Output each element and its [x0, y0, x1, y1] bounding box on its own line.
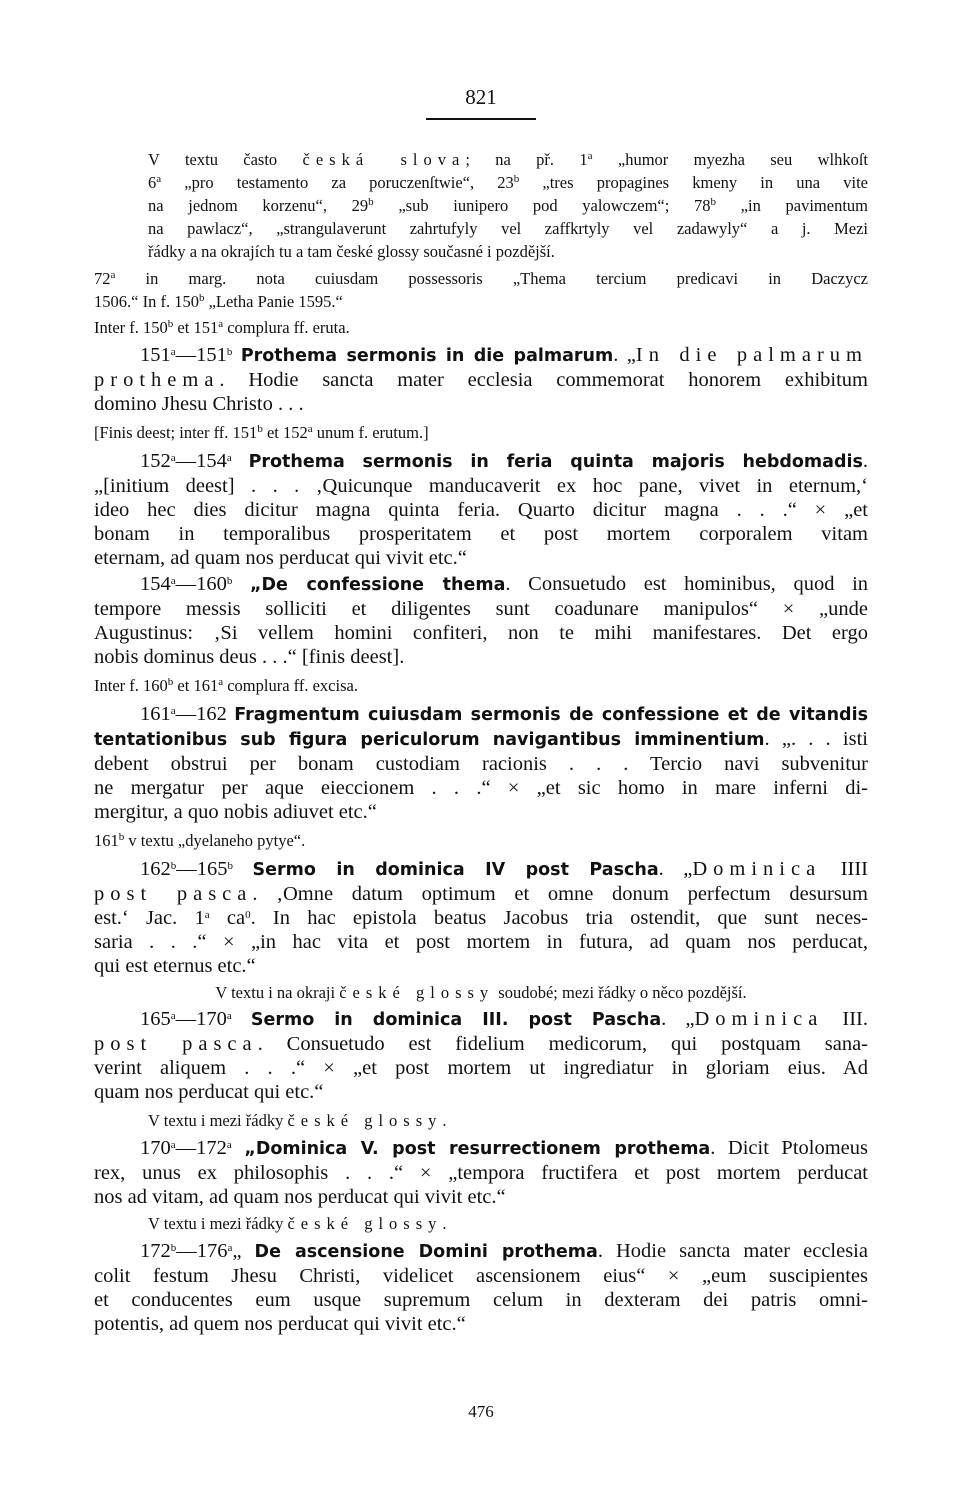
superscript: a: [156, 173, 162, 185]
text-line: [94, 316, 868, 339]
text-run: nos ad vitam, ad quam nos perducat qui vivit etc.“: [94, 1186, 506, 1208]
text-line: [94, 392, 868, 416]
text-run: 165: [140, 1008, 171, 1030]
entry-heading: Prothema sermonis in die palmarum: [240, 346, 614, 366]
text-run: na jednom korzenu“, 29: [148, 196, 369, 215]
text-line: [94, 857, 868, 882]
text-line: [94, 1264, 868, 1288]
text-run: .: [442, 1111, 447, 1130]
text-run: V textu i mezi řádky: [148, 1214, 288, 1233]
superscript: b: [118, 831, 125, 843]
text-run: . „: [658, 858, 693, 880]
text-line: [94, 1239, 868, 1264]
entry-151a: [94, 343, 868, 416]
text-run: [232, 344, 240, 366]
superscript: b: [226, 575, 233, 587]
text-line: [94, 343, 868, 368]
spaced-text: české glossy: [339, 983, 495, 1002]
superscript: a: [218, 318, 224, 330]
text-run: 152: [140, 450, 171, 472]
superscript: a: [204, 909, 210, 921]
text-run: complura ff. eruta.: [223, 318, 350, 337]
entry-heading: „De confessione thema: [250, 575, 506, 595]
note-165b: [94, 981, 868, 1004]
text-run: ; na př. 1: [465, 150, 588, 169]
page-number-bottom: 476: [468, 1402, 494, 1421]
text-run: . Hodie sancta mater ecclesia: [597, 1240, 868, 1262]
superscript: a: [170, 575, 176, 587]
text-line: [94, 1161, 868, 1185]
superscript: b: [170, 860, 177, 872]
text-line: [94, 1136, 868, 1161]
text-run: „in pavimentum: [716, 196, 868, 215]
text-run: ideo hec dies dicitur magna quinta feria. Quarto dicitur magna . . .“ × „et: [94, 499, 868, 521]
text-line: [94, 1056, 868, 1080]
superscript: b: [167, 676, 174, 688]
text-run: .: [442, 1214, 447, 1233]
text-run: Augustinus: ‚Si vellem homini confiteri, non te mihi manifestares. Det ergo: [94, 622, 868, 644]
superscript: a: [170, 346, 176, 358]
text-run: tempore messis solliciti et diligentes sunt coadunare manipulos“ × „unde: [94, 598, 868, 620]
text-run: Inter f. 160: [94, 676, 168, 695]
text-run: unum f. erutum.]: [312, 423, 429, 442]
text-run: . Consuetudo est fidelium medicorum, qui postquam sana-: [257, 1033, 868, 1055]
text-line: [94, 1288, 868, 1312]
text-run: colit festum Jhesu Christi, videlicet ascensionem eius“ × „eum suscipientes: [94, 1265, 868, 1287]
text-run: —172: [175, 1137, 227, 1159]
entry-170a: [94, 1136, 868, 1209]
entry-heading: De ascensione Domini prothema: [254, 1242, 598, 1262]
text-run: 170: [140, 1137, 171, 1159]
text-run: soudobé; mezi řádky o něco pozdější.: [494, 983, 747, 1002]
text-run: —160: [175, 573, 227, 595]
note-72a: [94, 267, 868, 313]
superscript: a: [170, 452, 176, 464]
text-line: [94, 522, 868, 546]
text-run: . „: [661, 1008, 695, 1030]
superscript: b: [710, 196, 717, 208]
text-run: . Dicit Ptolomeus: [710, 1137, 868, 1159]
text-line: [94, 1080, 868, 1104]
text-run: saria . . .“ × „in hac vita et post mortem in futura, ad quam nos perducat,: [94, 931, 868, 953]
text-run: 1506.“ In f. 150: [94, 292, 199, 311]
entry-heading: Sermo in dominica IV post Pascha: [252, 860, 659, 880]
text-run: „pro testamento za poruczenſtwie“, 23: [161, 173, 514, 192]
superscript: a: [226, 1139, 232, 1151]
text-run: . Consuetudo est hominibus, quod in: [505, 573, 868, 595]
text-line: [94, 727, 868, 752]
entry-162b: [94, 857, 868, 978]
text-run: [232, 1137, 245, 1159]
text-run: řádky a na okrajích tu a tam české glossy současné i pozdější.: [148, 242, 555, 261]
text-run: ne mergatur per aque eieccionem . . .“ × „et sic homo in mare inferni di-: [94, 777, 868, 799]
text-run: Inter f. 150: [94, 318, 168, 337]
text-run: . „: [613, 344, 636, 366]
superscript: b: [167, 318, 174, 330]
text-line: [94, 674, 868, 697]
text-run: „: [232, 1240, 255, 1262]
text-run: v textu „dyelaneho pytye“.: [124, 831, 306, 850]
text-run: domino Jhesu Christo . . .: [94, 393, 304, 415]
superscript: a: [227, 1242, 233, 1254]
superscript: b: [226, 346, 233, 358]
text-run: . ‚Omne datum optimum et omne donum perfectum desursum: [252, 883, 868, 905]
text-run: —170: [175, 1008, 227, 1030]
text-run: na pawlacz“, „strangulaverunt zahrtufyly vel zaffkrtyly vel zadawyly“ a j. Mezi: [148, 219, 868, 238]
superscript: a: [307, 423, 313, 435]
text-run: [232, 1008, 251, 1030]
text-line: [94, 368, 868, 392]
text-run: quam nos perducat qui etc.“: [94, 1081, 324, 1103]
text-line: [94, 290, 868, 313]
spaced-text: česká slova: [302, 150, 466, 169]
text-run: IIII: [821, 858, 868, 880]
spaced-text: In die palmarum: [635, 344, 868, 366]
text-run: „Letha Panie 1595.“: [204, 292, 343, 311]
text-line: [94, 906, 868, 930]
text-run: qui est eternus etc.“: [94, 955, 256, 977]
text-run: V textu i mezi řádky: [148, 1111, 288, 1130]
text-line: [94, 1007, 868, 1032]
text-run: est.‘ Jac. 1: [94, 907, 205, 929]
spaced-text: prothema: [94, 369, 220, 391]
text-line: [94, 800, 868, 824]
spaced-text: české glossy: [287, 1111, 443, 1130]
text-line: [148, 194, 868, 217]
text-line: [94, 752, 868, 776]
text-line: [94, 645, 868, 669]
entry-165a: [94, 1007, 868, 1104]
text-line: [94, 882, 868, 906]
text-run: V textu často: [148, 150, 303, 169]
text-run: complura ff. excisa.: [223, 676, 358, 695]
text-run: 72: [94, 269, 111, 288]
entry-154a: [94, 572, 868, 669]
book-page: [94, 0, 868, 1512]
text-line: [94, 474, 868, 498]
note-170a: [94, 1109, 868, 1132]
text-run: et 152: [262, 423, 308, 442]
entry-heading: Prothema sermonis in feria quinta majoris hebdomadis: [248, 452, 863, 472]
page-number-top: 821: [465, 85, 497, 109]
entry-heading: tentationibus sub figura periculorum navigantibus imminentium: [94, 730, 765, 750]
spaced-text: Dominica: [694, 1008, 824, 1030]
spaced-text: české glossy: [287, 1214, 443, 1233]
superscript: a: [170, 705, 176, 717]
text-run: 154: [140, 573, 171, 595]
note-161b: [94, 829, 868, 852]
text-line: [94, 829, 868, 852]
superscript: b: [257, 423, 263, 435]
text-run: —162: [175, 703, 235, 725]
superscript: b: [368, 196, 374, 208]
intro-note: [94, 148, 868, 263]
text-line: [94, 421, 868, 444]
superscript: a: [110, 269, 116, 281]
text-run: „humor myezha seu wlhkoſt: [592, 150, 868, 169]
text-run: ca: [209, 907, 246, 929]
text-run: et conducentes eum usque supremum celum in dexteram dei patris omni-: [94, 1289, 868, 1311]
text-run: bonam in temporalibus prosperitatem et post mortem corporalem vitam: [94, 523, 868, 545]
entry-152a: [94, 449, 868, 570]
text-run: —165: [176, 858, 228, 880]
text-run: —151: [175, 344, 227, 366]
text-line: [94, 702, 868, 727]
superscript: b: [198, 292, 205, 304]
text-run: —176: [176, 1240, 228, 1262]
text-line: [94, 267, 868, 290]
superscript: a: [170, 1139, 176, 1151]
text-line: [94, 546, 868, 570]
text-line: [94, 776, 868, 800]
text-run: .: [862, 450, 868, 472]
text-line: [148, 1212, 868, 1235]
note-172a: [94, 1212, 868, 1235]
note-inter-150b: [94, 316, 868, 339]
text-run: [232, 573, 250, 595]
text-run: rex, unus ex philosophis . . .“ × „tempora fructifera et post mortem perducat: [94, 1162, 868, 1184]
superscript: a: [226, 1010, 232, 1022]
text-line: [94, 981, 868, 1004]
note-inter-160b: [94, 674, 868, 697]
text-run: . In hac epistola beatus Jacobus tria ostendit, que sunt neces-: [250, 907, 868, 929]
text-run: 6: [148, 173, 157, 192]
text-run: „tres propagines kmeny in una vite: [519, 173, 868, 192]
text-run: III.: [823, 1008, 868, 1030]
spaced-text: post pasca: [94, 883, 253, 905]
text-run: 161: [140, 703, 171, 725]
text-line: [94, 498, 868, 522]
text-line: [148, 217, 868, 240]
text-line: [94, 621, 868, 645]
text-run: V textu i na okraji: [215, 983, 340, 1002]
text-line: [94, 1312, 868, 1336]
text-run: nobis dominus deus . . .“ [finis deest].: [94, 646, 405, 668]
text-run: „[initium deest] . . . ‚Quicunque manducaverit ex hoc pane, vivet in eternum,‘: [94, 475, 868, 497]
superscript: a: [170, 1010, 176, 1022]
text-line: [94, 449, 868, 474]
text-run: . Hodie sancta mater ecclesia commemorat honorem exhibitum: [219, 369, 868, 391]
text-run: 172: [140, 1240, 171, 1262]
header-rule: [426, 118, 536, 120]
spaced-text: post pasca: [94, 1033, 258, 1055]
superscript: b: [513, 173, 520, 185]
text-run: eternam, ad quam nos perducat qui vivit etc.“: [94, 547, 467, 569]
note-finis-151b: [94, 421, 868, 444]
text-body: [94, 148, 868, 1336]
text-line: [148, 240, 868, 263]
text-run: verint aliquem . . .“ × „et post mortem ut ingrediatur in gloriam eius. Ad: [94, 1057, 868, 1079]
text-run: 151: [140, 344, 171, 366]
text-line: [94, 930, 868, 954]
text-line: [148, 171, 868, 194]
text-run: —154: [175, 450, 227, 472]
text-run: . „. . . isti: [764, 728, 868, 750]
entry-heading: Sermo in dominica III. post Pascha: [250, 1010, 662, 1030]
spaced-text: Dominica: [692, 858, 822, 880]
text-run: debent obstrui per bonam custodiam racionis . . . Tercio navi subvenitur: [94, 753, 868, 775]
text-run: 161: [94, 831, 119, 850]
superscript: b: [227, 860, 233, 872]
superscript: a: [587, 150, 593, 162]
superscript: a: [218, 676, 224, 688]
text-run: [233, 858, 253, 880]
text-run: [232, 450, 249, 472]
text-run: 162: [140, 858, 171, 880]
entry-heading: Fragmentum cuiusdam sermonis de confessione et de vitandis: [234, 705, 868, 725]
text-run: in marg. nota cuiusdam possessoris „Thema tercium predicavi in Daczycz: [115, 269, 868, 288]
text-line: [94, 1185, 868, 1209]
entry-heading: „Dominica V. post resurrectionem prothema: [244, 1139, 711, 1159]
entry-161a: [94, 702, 868, 824]
text-run: „sub iunipero pod yalowczem“; 78: [373, 196, 711, 215]
text-line: [148, 148, 868, 171]
text-line: [148, 1109, 868, 1132]
text-run: et 161: [173, 676, 219, 695]
text-line: [94, 954, 868, 978]
text-line: [94, 1032, 868, 1056]
superscript: a: [226, 452, 232, 464]
text-run: mergitur, a quo nobis adiuvet etc.“: [94, 801, 377, 823]
superscript: b: [170, 1242, 177, 1254]
text-run: potentis, ad quem nos perducat qui vivit etc.“: [94, 1313, 466, 1335]
entry-172b: [94, 1239, 868, 1336]
text-line: [94, 597, 868, 621]
text-line: [94, 572, 868, 597]
superscript: 0: [245, 909, 251, 921]
text-run: et 151: [173, 318, 219, 337]
text-run: [Finis deest; inter ff. 151: [94, 423, 258, 442]
